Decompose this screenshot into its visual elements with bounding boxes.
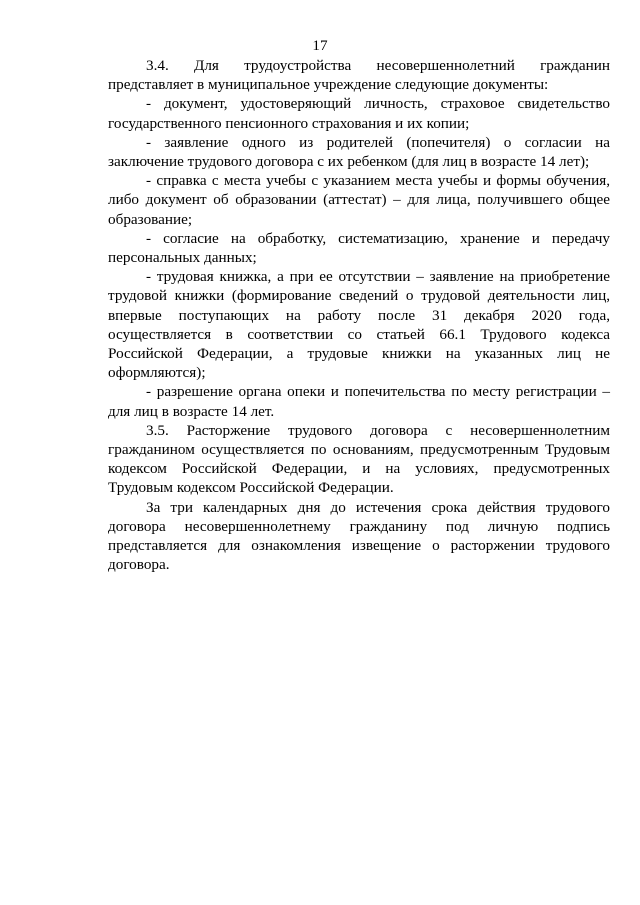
page-number: 17 bbox=[312, 37, 328, 54]
list-item-school-certificate: - справка с места учебы с указанием места учебы и формы обучения, либо документ об образовании (аттестат) – для лица, получившего общее образование; bbox=[108, 172, 610, 228]
document-body bbox=[108, 56, 610, 574]
paragraph-termination-notice: За три календарных дня до истечения срока действия трудового договора несовершеннолетнему гражданину под личную подпись представляется для ознакомления извещение о расторжении трудового договора. bbox=[108, 498, 610, 574]
list-item-data-processing-consent: - согласие на обработку, систематизацию, хранение и передачу персональных данных; bbox=[108, 229, 610, 267]
paragraph-3-5: 3.5. Расторжение трудового договора с несовершеннолетним гражданином осуществляется по основаниям, предусмотренным Трудовым кодексом Российской Федерации, и на условиях, предусмотренных Трудовым кодексом Российской Федерации. bbox=[108, 421, 610, 497]
list-item-identity-document: - документ, удостоверяющий личность, страховое свидетельство государственного пенсионного страхования и их копии; bbox=[108, 95, 610, 132]
list-item-guardianship-permission: - разрешение органа опеки и попечительства по месту регистрации – для лиц в возрасте 14 лет. bbox=[108, 383, 610, 420]
list-item-parent-consent: - заявление одного из родителей (попечителя) о согласии на заключение трудового договора с их ребенком (для лиц в возрасте 14 лет); bbox=[108, 133, 610, 171]
paragraph-3-4: 3.4. Для трудоустройства несовершеннолетний гражданин представляет в муниципальное учреждение следующие документы: bbox=[108, 57, 610, 94]
list-item-work-record-book: - трудовая книжка, а при ее отсутствии – заявление на приобретение трудовой книжки (формирование сведений о трудовой деятельности лиц, впервые поступающих на работу после 31 декабря 2020 года, осуществляется в соответствии со статьей 66.1 Трудового кодекса Российской Федерации, а трудовые книжки на указанных лиц не оформляются); bbox=[108, 268, 610, 382]
